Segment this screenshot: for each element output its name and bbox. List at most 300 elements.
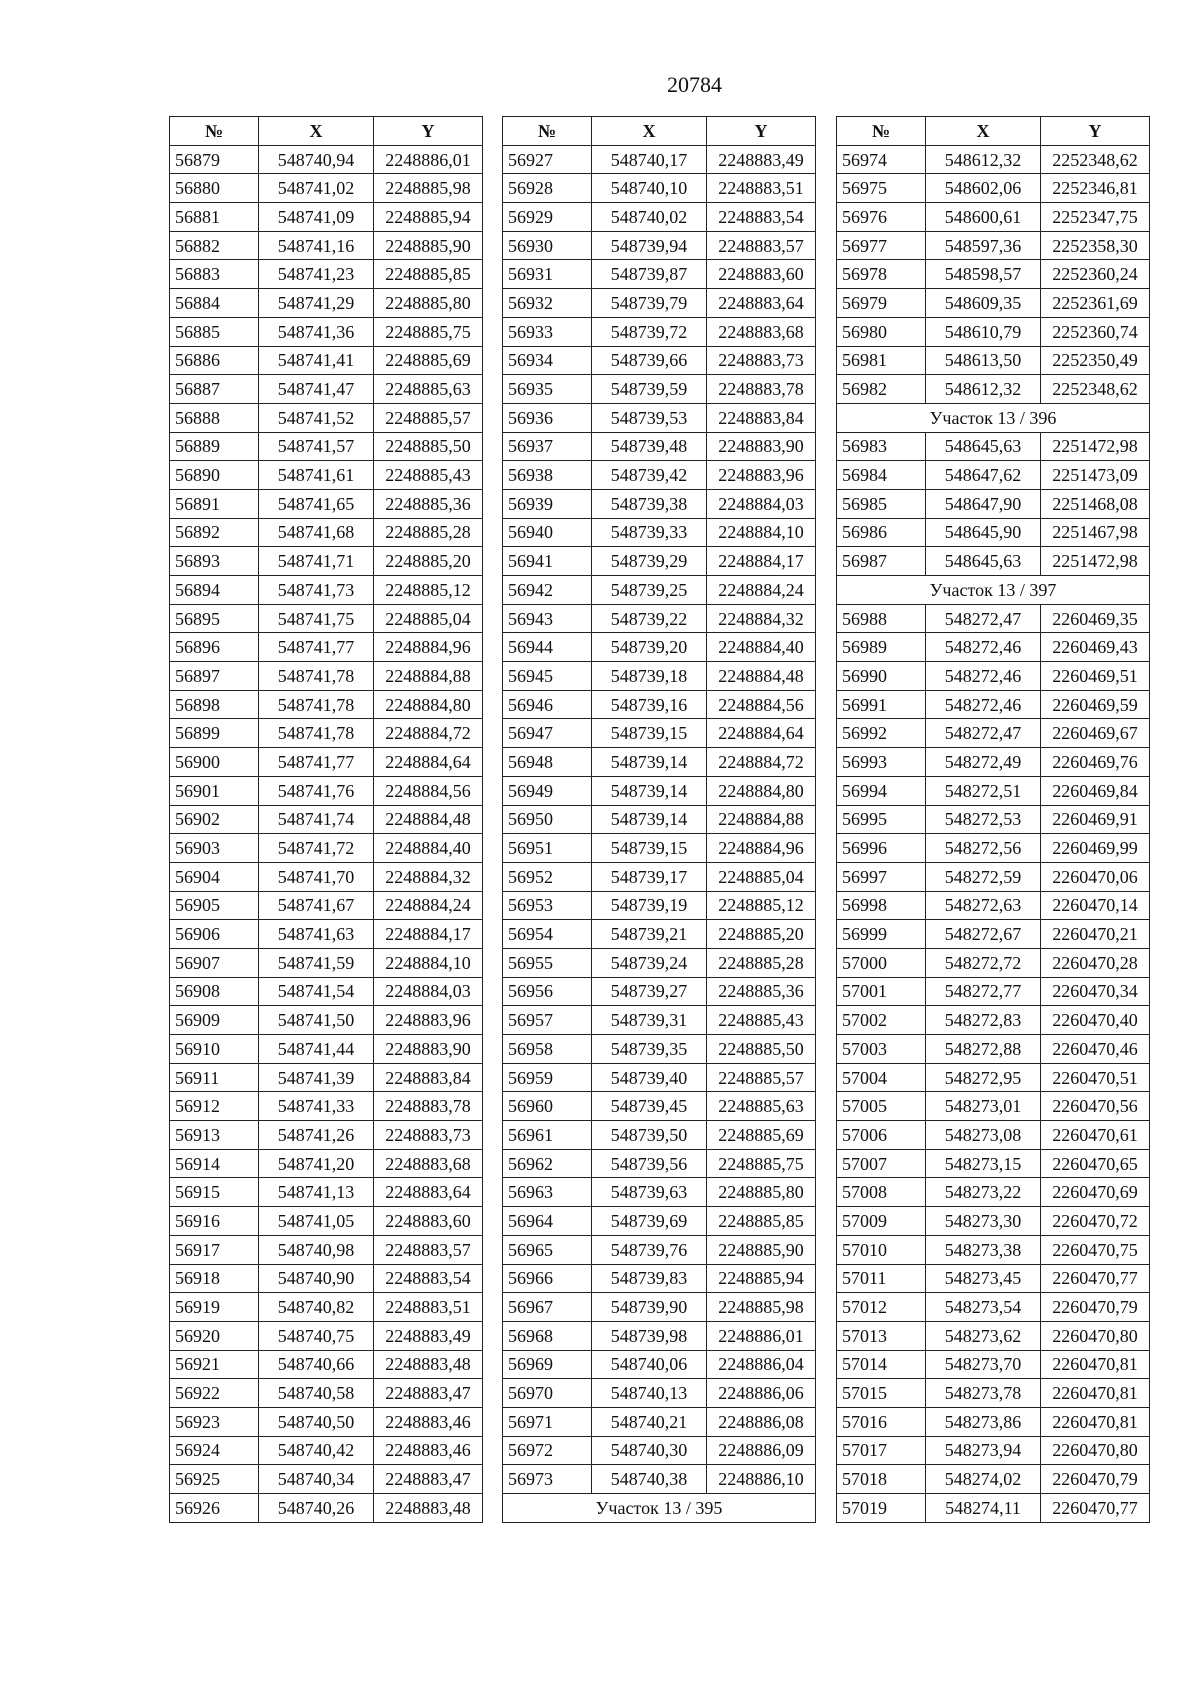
table-row	[837, 461, 1150, 490]
y-coordinate-cell: 2248885,85	[374, 260, 483, 289]
table-row	[170, 633, 483, 662]
y-coordinate-cell: 2260470,51	[1041, 1063, 1150, 1092]
y-coordinate-cell: 2248884,96	[707, 834, 816, 863]
x-coordinate-cell: 548272,46	[926, 690, 1041, 719]
y-coordinate-cell: 2248885,28	[707, 948, 816, 977]
table-row	[503, 1092, 816, 1121]
y-coordinate-cell: 2248886,01	[374, 145, 483, 174]
x-coordinate-cell: 548739,14	[592, 748, 707, 777]
point-number-cell: 56931	[503, 260, 592, 289]
point-number-cell: 56888	[170, 403, 259, 432]
y-coordinate-cell: 2248883,60	[707, 260, 816, 289]
y-coordinate-cell: 2248883,64	[707, 289, 816, 318]
y-coordinate-cell: 2260470,65	[1041, 1149, 1150, 1178]
y-coordinate-cell: 2260470,34	[1041, 977, 1150, 1006]
table-row	[837, 1264, 1150, 1293]
table-row	[170, 1293, 483, 1322]
y-coordinate-cell: 2248883,90	[374, 1035, 483, 1064]
table-row	[170, 1264, 483, 1293]
x-coordinate-cell: 548647,62	[926, 461, 1041, 490]
table-header-row	[170, 117, 483, 146]
point-number-cell: 57005	[837, 1092, 926, 1121]
x-coordinate-cell: 548740,30	[592, 1436, 707, 1465]
table-row	[503, 1207, 816, 1236]
x-coordinate-cell: 548739,14	[592, 805, 707, 834]
table-row	[503, 1035, 816, 1064]
y-coordinate-cell: 2260469,99	[1041, 834, 1150, 863]
point-number-cell: 56947	[503, 719, 592, 748]
x-coordinate-cell: 548741,75	[259, 604, 374, 633]
x-coordinate-cell: 548273,15	[926, 1149, 1041, 1178]
table-row	[837, 289, 1150, 318]
x-coordinate-cell: 548739,15	[592, 834, 707, 863]
point-number-cell: 56989	[837, 633, 926, 662]
table-row	[503, 1264, 816, 1293]
x-coordinate-cell: 548272,46	[926, 633, 1041, 662]
x-coordinate-cell: 548273,08	[926, 1121, 1041, 1150]
y-coordinate-cell: 2252348,62	[1041, 145, 1150, 174]
table-row	[170, 1063, 483, 1092]
x-coordinate-cell: 548739,83	[592, 1264, 707, 1293]
table-row	[837, 633, 1150, 662]
x-coordinate-cell: 548272,46	[926, 662, 1041, 691]
x-coordinate-cell: 548739,17	[592, 862, 707, 891]
point-number-cell: 56997	[837, 862, 926, 891]
x-coordinate-cell: 548739,35	[592, 1035, 707, 1064]
table-row	[837, 1407, 1150, 1436]
table-row	[503, 776, 816, 805]
point-number-cell: 56891	[170, 489, 259, 518]
x-coordinate-cell: 548739,25	[592, 576, 707, 605]
x-coordinate-cell: 548272,51	[926, 776, 1041, 805]
coordinates-table-1	[169, 116, 483, 1523]
x-coordinate-cell: 548741,77	[259, 748, 374, 777]
table-row	[170, 948, 483, 977]
y-coordinate-cell: 2248885,57	[707, 1063, 816, 1092]
x-coordinate-cell: 548272,47	[926, 719, 1041, 748]
table-row	[837, 1436, 1150, 1465]
x-coordinate-cell: 548741,13	[259, 1178, 374, 1207]
table-row	[170, 1494, 483, 1523]
point-number-cell: 56956	[503, 977, 592, 1006]
x-coordinate-cell: 548739,66	[592, 346, 707, 375]
x-coordinate-cell: 548741,78	[259, 662, 374, 691]
point-number-cell: 56938	[503, 461, 592, 490]
table-row	[170, 346, 483, 375]
y-coordinate-cell: 2248883,68	[707, 317, 816, 346]
y-coordinate-cell: 2248883,46	[374, 1436, 483, 1465]
table-row	[837, 1321, 1150, 1350]
x-coordinate-cell: 548740,42	[259, 1436, 374, 1465]
point-number-cell: 57010	[837, 1235, 926, 1264]
point-number-cell: 56896	[170, 633, 259, 662]
y-coordinate-cell: 2260470,81	[1041, 1379, 1150, 1408]
y-coordinate-cell: 2248885,12	[707, 891, 816, 920]
y-coordinate-cell: 2248884,24	[707, 576, 816, 605]
table-row	[170, 719, 483, 748]
point-number-cell: 56912	[170, 1092, 259, 1121]
y-coordinate-cell: 2251472,98	[1041, 432, 1150, 461]
table-row	[170, 1350, 483, 1379]
x-coordinate-cell: 548272,67	[926, 920, 1041, 949]
point-number-cell: 56932	[503, 289, 592, 318]
x-coordinate-cell: 548272,88	[926, 1035, 1041, 1064]
point-number-cell: 56934	[503, 346, 592, 375]
y-coordinate-cell: 2248884,56	[707, 690, 816, 719]
x-coordinate-cell: 548739,63	[592, 1178, 707, 1207]
y-coordinate-cell: 2248885,04	[707, 862, 816, 891]
y-coordinate-cell: 2260470,79	[1041, 1465, 1150, 1494]
point-number-cell: 56974	[837, 145, 926, 174]
table-row	[170, 203, 483, 232]
y-coordinate-cell: 2248883,47	[374, 1379, 483, 1408]
x-coordinate-cell: 548741,36	[259, 317, 374, 346]
point-number-cell: 56925	[170, 1465, 259, 1494]
x-coordinate-cell: 548741,71	[259, 547, 374, 576]
table-row	[837, 346, 1150, 375]
y-coordinate-cell: 2248883,54	[374, 1264, 483, 1293]
point-number-cell: 56905	[170, 891, 259, 920]
point-number-cell: 56883	[170, 260, 259, 289]
x-coordinate-cell: 548740,38	[592, 1465, 707, 1494]
point-number-cell: 56978	[837, 260, 926, 289]
x-coordinate-cell: 548273,70	[926, 1350, 1041, 1379]
table-row	[503, 662, 816, 691]
table-row	[837, 1207, 1150, 1236]
x-coordinate-cell: 548741,02	[259, 174, 374, 203]
y-coordinate-cell: 2248885,63	[374, 375, 483, 404]
x-coordinate-cell: 548739,24	[592, 948, 707, 977]
point-number-cell: 57008	[837, 1178, 926, 1207]
table-row	[503, 1321, 816, 1350]
point-number-cell: 56942	[503, 576, 592, 605]
y-coordinate-cell: 2248885,98	[707, 1293, 816, 1322]
y-coordinate-cell: 2248885,69	[707, 1121, 816, 1150]
y-coordinate-cell: 2248885,94	[707, 1264, 816, 1293]
point-number-cell: 56923	[170, 1407, 259, 1436]
table-row	[170, 776, 483, 805]
header-y: Y	[1041, 117, 1150, 146]
x-coordinate-cell: 548598,57	[926, 260, 1041, 289]
point-number-cell: 56933	[503, 317, 592, 346]
y-coordinate-cell: 2248885,75	[374, 317, 483, 346]
point-number-cell: 56983	[837, 432, 926, 461]
table-row	[503, 1121, 816, 1150]
point-number-cell: 56995	[837, 805, 926, 834]
point-number-cell: 56897	[170, 662, 259, 691]
table-row	[503, 1350, 816, 1379]
table-row	[837, 834, 1150, 863]
point-number-cell: 56979	[837, 289, 926, 318]
table-row	[837, 1293, 1150, 1322]
y-coordinate-cell: 2248884,03	[707, 489, 816, 518]
y-coordinate-cell: 2248885,80	[374, 289, 483, 318]
point-number-cell: 56914	[170, 1149, 259, 1178]
table-row	[837, 719, 1150, 748]
y-coordinate-cell: 2248885,12	[374, 576, 483, 605]
y-coordinate-cell: 2260470,69	[1041, 1178, 1150, 1207]
point-number-cell: 56922	[170, 1379, 259, 1408]
point-number-cell: 56954	[503, 920, 592, 949]
table-row	[837, 1149, 1150, 1178]
page-number: 20784	[667, 72, 722, 97]
point-number-cell: 56948	[503, 748, 592, 777]
x-coordinate-cell: 548272,63	[926, 891, 1041, 920]
table-row	[503, 260, 816, 289]
x-coordinate-cell: 548272,83	[926, 1006, 1041, 1035]
point-number-cell: 56921	[170, 1350, 259, 1379]
point-number-cell: 56961	[503, 1121, 592, 1150]
y-coordinate-cell: 2248883,73	[374, 1121, 483, 1150]
table-row	[503, 461, 816, 490]
table-row	[503, 891, 816, 920]
y-coordinate-cell: 2260470,77	[1041, 1264, 1150, 1293]
point-number-cell: 56964	[503, 1207, 592, 1236]
table-row	[503, 1436, 816, 1465]
point-number-cell: 56926	[170, 1494, 259, 1523]
point-number-cell: 56904	[170, 862, 259, 891]
table-row	[503, 1465, 816, 1494]
y-coordinate-cell: 2248883,78	[374, 1092, 483, 1121]
table-row	[837, 174, 1150, 203]
x-coordinate-cell: 548741,23	[259, 260, 374, 289]
point-number-cell: 56919	[170, 1293, 259, 1322]
section-label: Участок 13 / 397	[837, 576, 1150, 605]
table-row	[170, 174, 483, 203]
header-x: X	[926, 117, 1041, 146]
x-coordinate-cell: 548739,72	[592, 317, 707, 346]
table-row	[837, 805, 1150, 834]
point-number-cell: 57006	[837, 1121, 926, 1150]
table-row	[503, 289, 816, 318]
table-row	[170, 1465, 483, 1494]
point-number-cell: 56968	[503, 1321, 592, 1350]
x-coordinate-cell: 548740,34	[259, 1465, 374, 1494]
point-number-cell: 56911	[170, 1063, 259, 1092]
point-number-cell: 56913	[170, 1121, 259, 1150]
x-coordinate-cell: 548272,49	[926, 748, 1041, 777]
point-number-cell: 56965	[503, 1235, 592, 1264]
table-row	[503, 1063, 816, 1092]
point-number-cell: 56999	[837, 920, 926, 949]
x-coordinate-cell: 548740,90	[259, 1264, 374, 1293]
x-coordinate-cell: 548612,32	[926, 145, 1041, 174]
x-coordinate-cell: 548740,10	[592, 174, 707, 203]
table-row	[503, 1149, 816, 1178]
point-number-cell: 56928	[503, 174, 592, 203]
point-number-cell: 57007	[837, 1149, 926, 1178]
header-x: X	[259, 117, 374, 146]
table-row	[170, 432, 483, 461]
table-row	[170, 1178, 483, 1207]
table-row	[837, 1092, 1150, 1121]
table-row	[503, 1407, 816, 1436]
y-coordinate-cell: 2248883,78	[707, 375, 816, 404]
section-row	[837, 403, 1150, 432]
table-row	[170, 489, 483, 518]
point-number-cell: 56988	[837, 604, 926, 633]
point-number-cell: 56990	[837, 662, 926, 691]
y-coordinate-cell: 2260470,14	[1041, 891, 1150, 920]
x-coordinate-cell: 548273,54	[926, 1293, 1041, 1322]
table-row	[837, 260, 1150, 289]
x-coordinate-cell: 548739,16	[592, 690, 707, 719]
x-coordinate-cell: 548273,01	[926, 1092, 1041, 1121]
x-coordinate-cell: 548741,68	[259, 518, 374, 547]
x-coordinate-cell: 548740,58	[259, 1379, 374, 1408]
y-coordinate-cell: 2248883,60	[374, 1207, 483, 1236]
point-number-cell: 56880	[170, 174, 259, 203]
point-number-cell: 56976	[837, 203, 926, 232]
x-coordinate-cell: 548739,53	[592, 403, 707, 432]
x-coordinate-cell: 548739,56	[592, 1149, 707, 1178]
x-coordinate-cell: 548741,61	[259, 461, 374, 490]
table-row	[170, 289, 483, 318]
y-coordinate-cell: 2252358,30	[1041, 231, 1150, 260]
point-number-cell: 56985	[837, 489, 926, 518]
point-number-cell: 56969	[503, 1350, 592, 1379]
point-number-cell: 56887	[170, 375, 259, 404]
table-row	[837, 203, 1150, 232]
x-coordinate-cell: 548272,53	[926, 805, 1041, 834]
coordinates-table-3	[836, 116, 1150, 1523]
x-coordinate-cell: 548739,48	[592, 432, 707, 461]
table-row	[503, 1379, 816, 1408]
x-coordinate-cell: 548739,98	[592, 1321, 707, 1350]
y-coordinate-cell: 2248885,75	[707, 1149, 816, 1178]
x-coordinate-cell: 548741,16	[259, 231, 374, 260]
table-row	[503, 145, 816, 174]
y-coordinate-cell: 2248884,17	[374, 920, 483, 949]
y-coordinate-cell: 2248885,69	[374, 346, 483, 375]
table-row	[170, 461, 483, 490]
y-coordinate-cell: 2248884,80	[707, 776, 816, 805]
table-row	[170, 834, 483, 863]
point-number-cell: 57012	[837, 1293, 926, 1322]
x-coordinate-cell: 548741,78	[259, 690, 374, 719]
x-coordinate-cell: 548739,90	[592, 1293, 707, 1322]
y-coordinate-cell: 2248883,51	[374, 1293, 483, 1322]
y-coordinate-cell: 2248884,10	[707, 518, 816, 547]
y-coordinate-cell: 2260470,28	[1041, 948, 1150, 977]
point-number-cell: 57016	[837, 1407, 926, 1436]
point-number-cell: 56879	[170, 145, 259, 174]
y-coordinate-cell: 2248883,49	[707, 145, 816, 174]
point-number-cell: 56967	[503, 1293, 592, 1322]
table-row	[503, 1006, 816, 1035]
table-row	[503, 719, 816, 748]
point-number-cell: 56982	[837, 375, 926, 404]
header-x: X	[592, 117, 707, 146]
table-row	[503, 375, 816, 404]
y-coordinate-cell: 2248886,06	[707, 1379, 816, 1408]
header-y: Y	[374, 117, 483, 146]
table-row	[837, 748, 1150, 777]
point-number-cell: 56885	[170, 317, 259, 346]
table-row	[837, 231, 1150, 260]
table-row	[170, 977, 483, 1006]
point-number-cell: 56939	[503, 489, 592, 518]
x-coordinate-cell: 548740,82	[259, 1293, 374, 1322]
y-coordinate-cell: 2248884,10	[374, 948, 483, 977]
table-row	[503, 346, 816, 375]
x-coordinate-cell: 548741,54	[259, 977, 374, 1006]
table-row	[837, 920, 1150, 949]
y-coordinate-cell: 2248883,49	[374, 1321, 483, 1350]
table-row	[837, 690, 1150, 719]
y-coordinate-cell: 2251472,98	[1041, 547, 1150, 576]
point-number-cell: 56950	[503, 805, 592, 834]
x-coordinate-cell: 548741,39	[259, 1063, 374, 1092]
point-number-cell: 56908	[170, 977, 259, 1006]
point-number-cell: 56966	[503, 1264, 592, 1293]
point-number-cell: 56894	[170, 576, 259, 605]
point-number-cell: 56920	[170, 1321, 259, 1350]
header-y: Y	[707, 117, 816, 146]
table-row	[503, 518, 816, 547]
table-row	[503, 977, 816, 1006]
table-row	[170, 1006, 483, 1035]
point-number-cell: 57004	[837, 1063, 926, 1092]
point-number-cell: 57019	[837, 1494, 926, 1523]
y-coordinate-cell: 2260470,61	[1041, 1121, 1150, 1150]
x-coordinate-cell: 548741,47	[259, 375, 374, 404]
y-coordinate-cell: 2248884,96	[374, 633, 483, 662]
x-coordinate-cell: 548609,35	[926, 289, 1041, 318]
point-number-cell: 57000	[837, 948, 926, 977]
x-coordinate-cell: 548273,86	[926, 1407, 1041, 1436]
x-coordinate-cell: 548739,18	[592, 662, 707, 691]
x-coordinate-cell: 548740,94	[259, 145, 374, 174]
point-number-cell: 57013	[837, 1321, 926, 1350]
y-coordinate-cell: 2248884,24	[374, 891, 483, 920]
x-coordinate-cell: 548739,38	[592, 489, 707, 518]
point-number-cell: 56951	[503, 834, 592, 863]
table-header-row	[503, 117, 816, 146]
point-number-cell: 56975	[837, 174, 926, 203]
x-coordinate-cell: 548274,11	[926, 1494, 1041, 1523]
y-coordinate-cell: 2248884,72	[374, 719, 483, 748]
x-coordinate-cell: 548645,90	[926, 518, 1041, 547]
table-row	[503, 1178, 816, 1207]
point-number-cell: 56973	[503, 1465, 592, 1494]
point-number-cell: 56984	[837, 461, 926, 490]
x-coordinate-cell: 548272,59	[926, 862, 1041, 891]
y-coordinate-cell: 2260469,43	[1041, 633, 1150, 662]
x-coordinate-cell: 548273,22	[926, 1178, 1041, 1207]
x-coordinate-cell: 548740,66	[259, 1350, 374, 1379]
y-coordinate-cell: 2260469,59	[1041, 690, 1150, 719]
y-coordinate-cell: 2248883,57	[707, 231, 816, 260]
point-number-cell: 56889	[170, 432, 259, 461]
y-coordinate-cell: 2248884,72	[707, 748, 816, 777]
y-coordinate-cell: 2248885,63	[707, 1092, 816, 1121]
point-number-cell: 56949	[503, 776, 592, 805]
x-coordinate-cell: 548741,41	[259, 346, 374, 375]
x-coordinate-cell: 548739,87	[592, 260, 707, 289]
y-coordinate-cell: 2251473,09	[1041, 461, 1150, 490]
x-coordinate-cell: 548740,02	[592, 203, 707, 232]
section-label: Участок 13 / 396	[837, 403, 1150, 432]
y-coordinate-cell: 2248884,40	[374, 834, 483, 863]
point-number-cell: 57011	[837, 1264, 926, 1293]
table-row	[837, 1063, 1150, 1092]
point-number-cell: 56998	[837, 891, 926, 920]
table-row	[837, 375, 1150, 404]
table-row	[503, 231, 816, 260]
table-row	[837, 1035, 1150, 1064]
x-coordinate-cell: 548739,27	[592, 977, 707, 1006]
